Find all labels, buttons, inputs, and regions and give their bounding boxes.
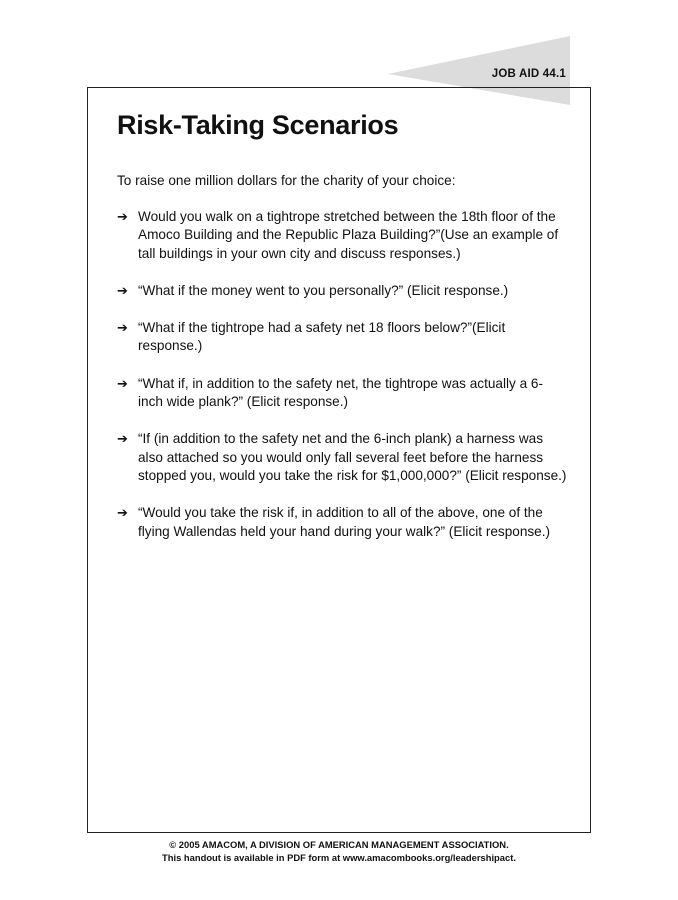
scenario-list <box>117 208 567 560</box>
copyright-line: © 2005 AMACOM, A DIVISION OF AMERICAN MANAGEMENT ASSOCIATION. <box>169 839 509 850</box>
arrow-right-icon: ➔ <box>117 375 128 391</box>
arrow-right-icon: ➔ <box>117 320 128 336</box>
job-aid-label: JOB AID 44.1 <box>491 68 566 80</box>
list-item <box>117 319 567 356</box>
arrow-right-icon: ➔ <box>117 431 128 447</box>
list-item <box>117 375 567 412</box>
arrow-right-icon: ➔ <box>117 505 128 521</box>
intro-text: To raise one million dollars for the charity of your choice: <box>117 173 456 188</box>
list-item <box>117 504 567 541</box>
arrow-right-icon: ➔ <box>117 282 128 298</box>
scenario-text: “Would you take the risk if, in addition to all of the above, one of the flying Wallendas held your hand during your walk?” (Elicit response.) <box>138 505 551 539</box>
scenario-text: “What if the tightrope had a safety net 18 floors below?”(Elicit response.) <box>138 320 506 354</box>
scenario-text: “If (in addition to the safety net and the 6-inch plank) a harness was also attached so you would only fall several feet before the harness stopped you, would you take the risk for $1,000,000?” (Elicit response.) <box>138 431 567 483</box>
arrow-right-icon: ➔ <box>117 209 128 224</box>
list-item <box>117 430 567 485</box>
list-item <box>117 208 567 263</box>
scenario-text: “What if the money went to you personally?” (Elicit response.) <box>138 282 509 298</box>
scenario-text: “What if, in addition to the safety net, the tightrope was actually a 6-inch wide plank?” (Elicit response.) <box>138 375 544 410</box>
availability-line: This handout is available in PDF form at www.amacombooks.org/leadershipact. <box>162 851 516 863</box>
scenario-text: Would you walk on a tightrope stretched between the 18th floor of the Amoco Building and the Republic Plaza Building?”(Use an example of tall buildings in your own city and discuss responses.) <box>138 209 559 261</box>
list-item <box>117 282 567 300</box>
footer <box>87 839 591 864</box>
page-title: Risk-Taking Scenarios <box>117 110 399 140</box>
